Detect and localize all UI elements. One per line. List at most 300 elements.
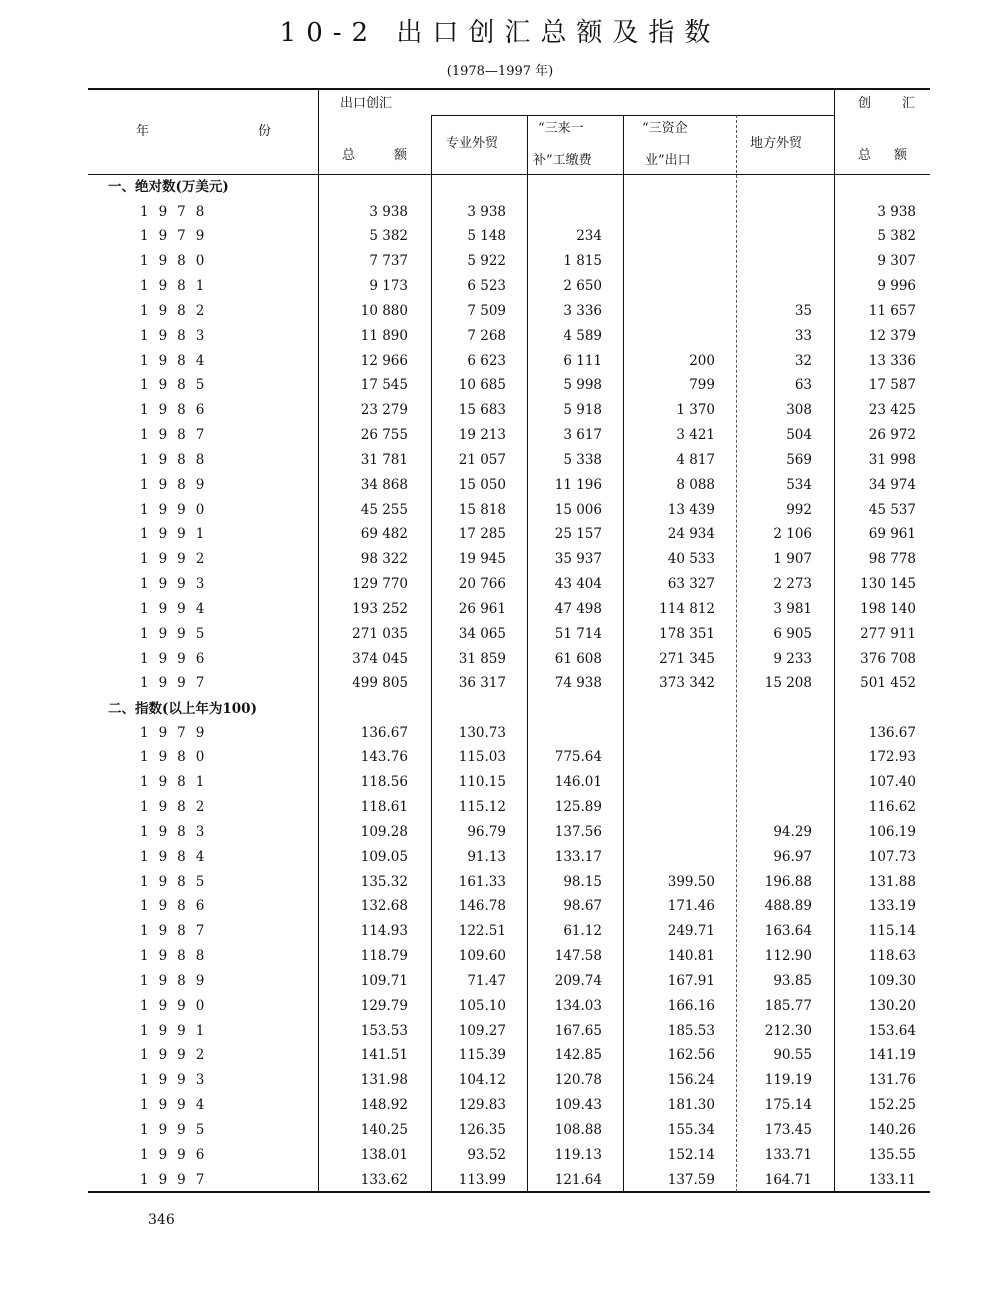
cell-total: 153.53 (360, 1022, 408, 1039)
table-row (88, 398, 930, 423)
cell-df: 569 (786, 451, 812, 468)
header-cj-2: 汇 (902, 96, 916, 111)
cell-total: 69 482 (360, 526, 408, 543)
cell-cj: 98 778 (868, 551, 916, 568)
header-group-export: 出口创汇 (340, 96, 393, 111)
cell-sl: 1 815 (563, 253, 602, 270)
cell-cj: 277 911 (860, 625, 916, 642)
cell-sz: 63 327 (667, 576, 715, 593)
cell-year: 1992 (140, 1047, 215, 1064)
cell-total: 118.79 (360, 948, 408, 965)
cell-zy: 104.12 (458, 1072, 506, 1089)
cell-df: 33 (794, 327, 812, 344)
header-df: 地方外贸 (750, 136, 803, 151)
cell-year: 1982 (140, 799, 215, 816)
cell-sl: 146.01 (554, 774, 602, 791)
cell-zy: 6 623 (467, 352, 506, 369)
header-sub-rule (432, 115, 834, 116)
cell-cj: 34 974 (868, 476, 916, 493)
table-row (88, 671, 930, 696)
cell-sl: 6 111 (563, 352, 602, 369)
cell-total: 34 868 (360, 476, 408, 493)
cell-total: 129 770 (352, 576, 408, 593)
table-row (88, 820, 930, 845)
cell-cj: 141.19 (868, 1047, 916, 1064)
table-row (88, 745, 930, 770)
cell-sz: 181.30 (667, 1097, 715, 1114)
section-absolute: 一、绝对数(万美元) (108, 179, 229, 195)
cell-sl: 775.64 (554, 749, 602, 766)
table-row (88, 622, 930, 647)
table-row (88, 423, 930, 448)
cell-sl: 125.89 (554, 799, 602, 816)
cell-sl: 142.85 (554, 1047, 602, 1064)
cell-zy: 115.03 (458, 749, 506, 766)
cell-zy: 31 859 (458, 650, 506, 667)
cell-total: 23 279 (360, 402, 408, 419)
cell-zy: 36 317 (458, 675, 506, 692)
cell-year: 1994 (140, 1097, 215, 1114)
cell-total: 5 382 (369, 228, 408, 245)
cell-zy: 115.39 (458, 1047, 506, 1064)
cell-cj: 107.40 (868, 774, 916, 791)
table-row (88, 547, 930, 572)
cell-year: 1986 (140, 402, 215, 419)
table-row (88, 299, 930, 324)
cell-sl: 43 404 (554, 576, 602, 593)
cell-zy: 15 818 (458, 501, 506, 518)
cell-zy: 7 268 (467, 327, 506, 344)
cell-sl: 74 938 (554, 675, 602, 692)
cell-zy: 15 050 (458, 476, 506, 493)
cell-total: 26 755 (360, 427, 408, 444)
cell-df: 164.71 (764, 1171, 812, 1188)
cell-year: 1996 (140, 650, 215, 667)
page-number: 346 (148, 1212, 175, 1228)
cell-total: 118.61 (360, 799, 408, 816)
cell-total: 143.76 (360, 749, 408, 766)
table-row (88, 349, 930, 374)
cell-zy: 105.10 (458, 997, 506, 1014)
cell-total: 10 880 (360, 302, 408, 319)
cell-year: 1992 (140, 551, 215, 568)
cell-sz: 40 533 (667, 551, 715, 568)
cell-year: 1981 (140, 774, 215, 791)
cell-year: 1987 (140, 923, 215, 940)
cell-total: 109.71 (360, 972, 408, 989)
cell-zy: 129.83 (458, 1097, 506, 1114)
cell-cj: 136.67 (868, 724, 916, 741)
cell-sl: 137.56 (554, 823, 602, 840)
table-row (88, 647, 930, 672)
cell-year: 1982 (140, 302, 215, 319)
cell-zy: 6 523 (467, 278, 506, 295)
cell-year: 1985 (140, 873, 215, 890)
cell-total: 3 938 (369, 203, 408, 220)
cell-df: 163.64 (764, 923, 812, 940)
table-row (88, 870, 930, 895)
cell-cj: 153.64 (868, 1022, 916, 1039)
cell-sl: 47 498 (554, 600, 602, 617)
cell-sz: 185.53 (667, 1022, 715, 1039)
cell-df: 15 208 (764, 675, 812, 692)
cell-sz: 3 421 (676, 427, 715, 444)
cell-cj: 198 140 (860, 600, 916, 617)
cell-zy: 3 938 (467, 203, 506, 220)
cell-zy: 113.99 (458, 1171, 506, 1188)
table-row (88, 274, 930, 299)
cell-cj: 9 996 (877, 278, 916, 295)
cell-cj: 5 382 (877, 228, 916, 245)
cell-total: 118.56 (360, 774, 408, 791)
cell-sz: 399.50 (667, 873, 715, 890)
cell-cj: 501 452 (860, 675, 916, 692)
cell-total: 31 781 (360, 451, 408, 468)
cell-year: 1996 (140, 1146, 215, 1163)
cell-df: 2 106 (773, 526, 812, 543)
cell-sl: 15 006 (554, 501, 602, 518)
cell-df: 196.88 (764, 873, 812, 890)
table-row (88, 224, 930, 249)
cell-year: 1981 (140, 278, 215, 295)
cell-year: 1985 (140, 377, 215, 394)
cell-zy: 93.52 (467, 1146, 506, 1163)
cell-sl: 133.17 (554, 848, 602, 865)
cell-df: 6 905 (773, 625, 812, 642)
cell-cj: 106.19 (868, 823, 916, 840)
cell-df: 173.45 (764, 1121, 812, 1138)
table-row (88, 1118, 930, 1143)
cell-year: 1997 (140, 1171, 215, 1188)
table-row (88, 1043, 930, 1068)
cell-sz: 200 (689, 352, 715, 369)
cell-df: 175.14 (764, 1097, 812, 1114)
header-sz-line1: “三资企 (642, 121, 688, 136)
cell-cj: 131.76 (868, 1072, 916, 1089)
cell-year: 1995 (140, 1121, 215, 1138)
page-title: 10-2 出口创汇总额及指数 (279, 18, 721, 48)
cell-year: 1979 (140, 724, 215, 741)
cell-year: 1997 (140, 675, 215, 692)
table-row (88, 1068, 930, 1093)
cell-year: 1990 (140, 997, 215, 1014)
cell-total: 45 255 (360, 501, 408, 518)
cell-zy: 10 685 (458, 377, 506, 394)
cell-cj: 135.55 (868, 1146, 916, 1163)
cell-zy: 96.79 (467, 823, 506, 840)
table-row (88, 373, 930, 398)
cell-sl: 121.64 (554, 1171, 602, 1188)
cell-year: 1984 (140, 352, 215, 369)
table-row (88, 994, 930, 1019)
cell-zy: 20 766 (458, 576, 506, 593)
cell-zy: 19 945 (458, 551, 506, 568)
cell-sl: 167.65 (554, 1022, 602, 1039)
cell-cj: 26 972 (868, 427, 916, 444)
cell-sz: 13 439 (667, 501, 715, 518)
cell-cj: 109.30 (868, 972, 916, 989)
cell-zy: 115.12 (458, 799, 506, 816)
cell-total: 12 966 (360, 352, 408, 369)
cell-total: 135.32 (360, 873, 408, 890)
cell-year: 1979 (140, 228, 215, 245)
header-sz-line2: 业”出口 (645, 153, 691, 168)
cell-cj: 130 145 (860, 576, 916, 593)
cell-sl: 5 338 (563, 451, 602, 468)
cell-total: 109.05 (360, 848, 408, 865)
cell-sl: 119.13 (554, 1146, 602, 1163)
cell-sl: 35 937 (554, 551, 602, 568)
table-row (88, 249, 930, 274)
cell-sl: 5 918 (563, 402, 602, 419)
cell-total: 136.67 (360, 724, 408, 741)
cell-total: 7 737 (369, 253, 408, 270)
cell-zy: 110.15 (458, 774, 506, 791)
cell-total: 132.68 (360, 898, 408, 915)
cell-cj: 12 379 (868, 327, 916, 344)
header-sl-line1: “三来一 (538, 121, 584, 136)
cell-total: 109.28 (360, 823, 408, 840)
cell-zy: 122.51 (458, 923, 506, 940)
cell-df: 63 (794, 377, 812, 394)
cell-cj: 23 425 (868, 402, 916, 419)
cell-sz: 249.71 (667, 923, 715, 940)
cell-year: 1990 (140, 501, 215, 518)
cell-year: 1993 (140, 1072, 215, 1089)
cell-sz: 167.91 (667, 972, 715, 989)
cell-sz: 166.16 (667, 997, 715, 1014)
cell-df: 2 273 (773, 576, 812, 593)
cell-sz: 152.14 (667, 1146, 715, 1163)
cell-total: 131.98 (360, 1072, 408, 1089)
header-cj-3: 总 (858, 148, 872, 163)
cell-sl: 51 714 (554, 625, 602, 642)
cell-cj: 130.20 (868, 997, 916, 1014)
cell-total: 98 322 (360, 551, 408, 568)
page-subtitle: (1978—1997 年) (446, 64, 554, 79)
cell-year: 1991 (140, 526, 215, 543)
cell-df: 504 (786, 427, 812, 444)
table-row (88, 845, 930, 870)
cell-total: 148.92 (360, 1097, 408, 1114)
cell-sz: 156.24 (667, 1072, 715, 1089)
cell-total: 193 252 (352, 600, 408, 617)
cell-sz: 24 934 (667, 526, 715, 543)
header-total-2: 额 (394, 148, 408, 163)
cell-zy: 5 922 (467, 253, 506, 270)
table-row (88, 324, 930, 349)
cell-year: 1988 (140, 948, 215, 965)
cell-sl: 61.12 (563, 923, 602, 940)
cell-sz: 1 370 (676, 402, 715, 419)
cell-year: 1993 (140, 576, 215, 593)
cell-zy: 26 961 (458, 600, 506, 617)
cell-total: 133.62 (360, 1171, 408, 1188)
cell-sz: 171.46 (667, 898, 715, 915)
cell-cj: 133.19 (868, 898, 916, 915)
cell-cj: 118.63 (868, 948, 916, 965)
cell-year: 1987 (140, 427, 215, 444)
cell-df: 93.85 (773, 972, 812, 989)
cell-zy: 71.47 (467, 972, 506, 989)
cell-df: 1 907 (773, 551, 812, 568)
cell-sl: 3 336 (563, 302, 602, 319)
cell-year: 1989 (140, 972, 215, 989)
table-row (88, 1019, 930, 1044)
cell-df: 112.90 (764, 948, 812, 965)
cell-cj: 13 336 (868, 352, 916, 369)
cell-total: 271 035 (352, 625, 408, 642)
cell-cj: 17 587 (868, 377, 916, 394)
cell-df: 992 (786, 501, 812, 518)
cell-zy: 91.13 (467, 848, 506, 865)
header-year: 年 (136, 124, 150, 139)
cell-cj: 115.14 (868, 923, 916, 940)
cell-df: 308 (786, 402, 812, 419)
cell-sl: 147.58 (554, 948, 602, 965)
cell-df: 534 (786, 476, 812, 493)
cell-sz: 178 351 (659, 625, 715, 642)
cell-sl: 98.15 (563, 873, 602, 890)
cell-year: 1983 (140, 327, 215, 344)
cell-zy: 19 213 (458, 427, 506, 444)
cell-cj: 11 657 (868, 302, 916, 319)
cell-cj: 131.88 (868, 873, 916, 890)
header-sl-line2: 补”工缴费 (533, 153, 592, 168)
cell-zy: 109.60 (458, 948, 506, 965)
cell-df: 94.29 (773, 823, 812, 840)
cell-total: 11 890 (360, 327, 408, 344)
cell-sl: 4 589 (563, 327, 602, 344)
cell-zy: 7 509 (467, 302, 506, 319)
cell-total: 9 173 (369, 278, 408, 295)
cell-sl: 3 617 (563, 427, 602, 444)
table-row (88, 770, 930, 795)
cell-sl: 98.67 (563, 898, 602, 915)
cell-cj: 69 961 (868, 526, 916, 543)
cell-zy: 146.78 (458, 898, 506, 915)
cell-total: 138.01 (360, 1146, 408, 1163)
cell-cj: 376 708 (860, 650, 916, 667)
table-row (88, 498, 930, 523)
cell-total: 141.51 (360, 1047, 408, 1064)
table-row (88, 944, 930, 969)
cell-sl: 5 998 (563, 377, 602, 394)
cell-year: 1983 (140, 823, 215, 840)
cell-df: 133.71 (764, 1146, 812, 1163)
cell-df: 185.77 (764, 997, 812, 1014)
cell-zy: 130.73 (458, 724, 506, 741)
cell-cj: 31 998 (868, 451, 916, 468)
cell-cj: 116.62 (868, 799, 916, 816)
cell-total: 499 805 (352, 675, 408, 692)
cell-total: 114.93 (360, 923, 408, 940)
cell-zy: 5 148 (467, 228, 506, 245)
cell-sl: 209.74 (554, 972, 602, 989)
table-row (88, 572, 930, 597)
cell-sz: 8 088 (676, 476, 715, 493)
cell-cj: 133.11 (868, 1171, 916, 1188)
cell-total: 374 045 (352, 650, 408, 667)
cell-sl: 234 (576, 228, 602, 245)
cell-zy: 161.33 (458, 873, 506, 890)
cell-sl: 2 650 (563, 278, 602, 295)
cell-cj: 107.73 (868, 848, 916, 865)
cell-cj: 172.93 (868, 749, 916, 766)
cell-sz: 140.81 (667, 948, 715, 965)
cell-sz: 137.59 (667, 1171, 715, 1188)
cell-year: 1980 (140, 749, 215, 766)
table-row (88, 721, 930, 746)
cell-sz: 373 342 (659, 675, 715, 692)
cell-zy: 15 683 (458, 402, 506, 419)
cell-sl: 109.43 (554, 1097, 602, 1114)
cell-zy: 17 285 (458, 526, 506, 543)
cell-year: 1978 (140, 203, 215, 220)
header-zy: 专业外贸 (446, 136, 499, 151)
cell-sl: 25 157 (554, 526, 602, 543)
cell-sz: 4 817 (676, 451, 715, 468)
cell-df: 35 (794, 302, 812, 319)
cell-df: 119.19 (764, 1072, 812, 1089)
cell-df: 488.89 (764, 898, 812, 915)
cell-sl: 11 196 (554, 476, 602, 493)
cell-sl: 120.78 (554, 1072, 602, 1089)
cell-year: 1991 (140, 1022, 215, 1039)
cell-df: 212.30 (764, 1022, 812, 1039)
cell-df: 32 (794, 352, 812, 369)
cell-cj: 45 537 (868, 501, 916, 518)
cell-cj: 152.25 (868, 1097, 916, 1114)
cell-year: 1980 (140, 253, 215, 270)
table-row (88, 597, 930, 622)
header-total: 总 (342, 148, 356, 163)
cell-sz: 271 345 (659, 650, 715, 667)
table-row (88, 1143, 930, 1168)
cell-cj: 9 307 (877, 253, 916, 270)
cell-total: 129.79 (360, 997, 408, 1014)
cell-cj: 3 938 (877, 203, 916, 220)
table-row (88, 894, 930, 919)
cell-zy: 21 057 (458, 451, 506, 468)
cell-year: 1995 (140, 625, 215, 642)
cell-sl: 61 608 (554, 650, 602, 667)
cell-zy: 34 065 (458, 625, 506, 642)
table-row (88, 1093, 930, 1118)
table-row (88, 1168, 930, 1193)
table-row (88, 522, 930, 547)
cell-sz: 162.56 (667, 1047, 715, 1064)
header-cj-4: 额 (894, 148, 908, 163)
cell-year: 1986 (140, 898, 215, 915)
cell-cj: 140.26 (868, 1121, 916, 1138)
table-row (88, 919, 930, 944)
cell-zy: 126.35 (458, 1121, 506, 1138)
header-year-2: 份 (258, 124, 272, 139)
section-index: 二、指数(以上年为100) (108, 701, 257, 717)
cell-year: 1988 (140, 451, 215, 468)
cell-sl: 134.03 (554, 997, 602, 1014)
cell-df: 96.97 (773, 848, 812, 865)
cell-sz: 155.34 (667, 1121, 715, 1138)
cell-year: 1989 (140, 476, 215, 493)
table-row (88, 200, 930, 225)
cell-sz: 799 (689, 377, 715, 394)
cell-total: 140.25 (360, 1121, 408, 1138)
table-row (88, 795, 930, 820)
cell-year: 1984 (140, 848, 215, 865)
table-row (88, 969, 930, 994)
